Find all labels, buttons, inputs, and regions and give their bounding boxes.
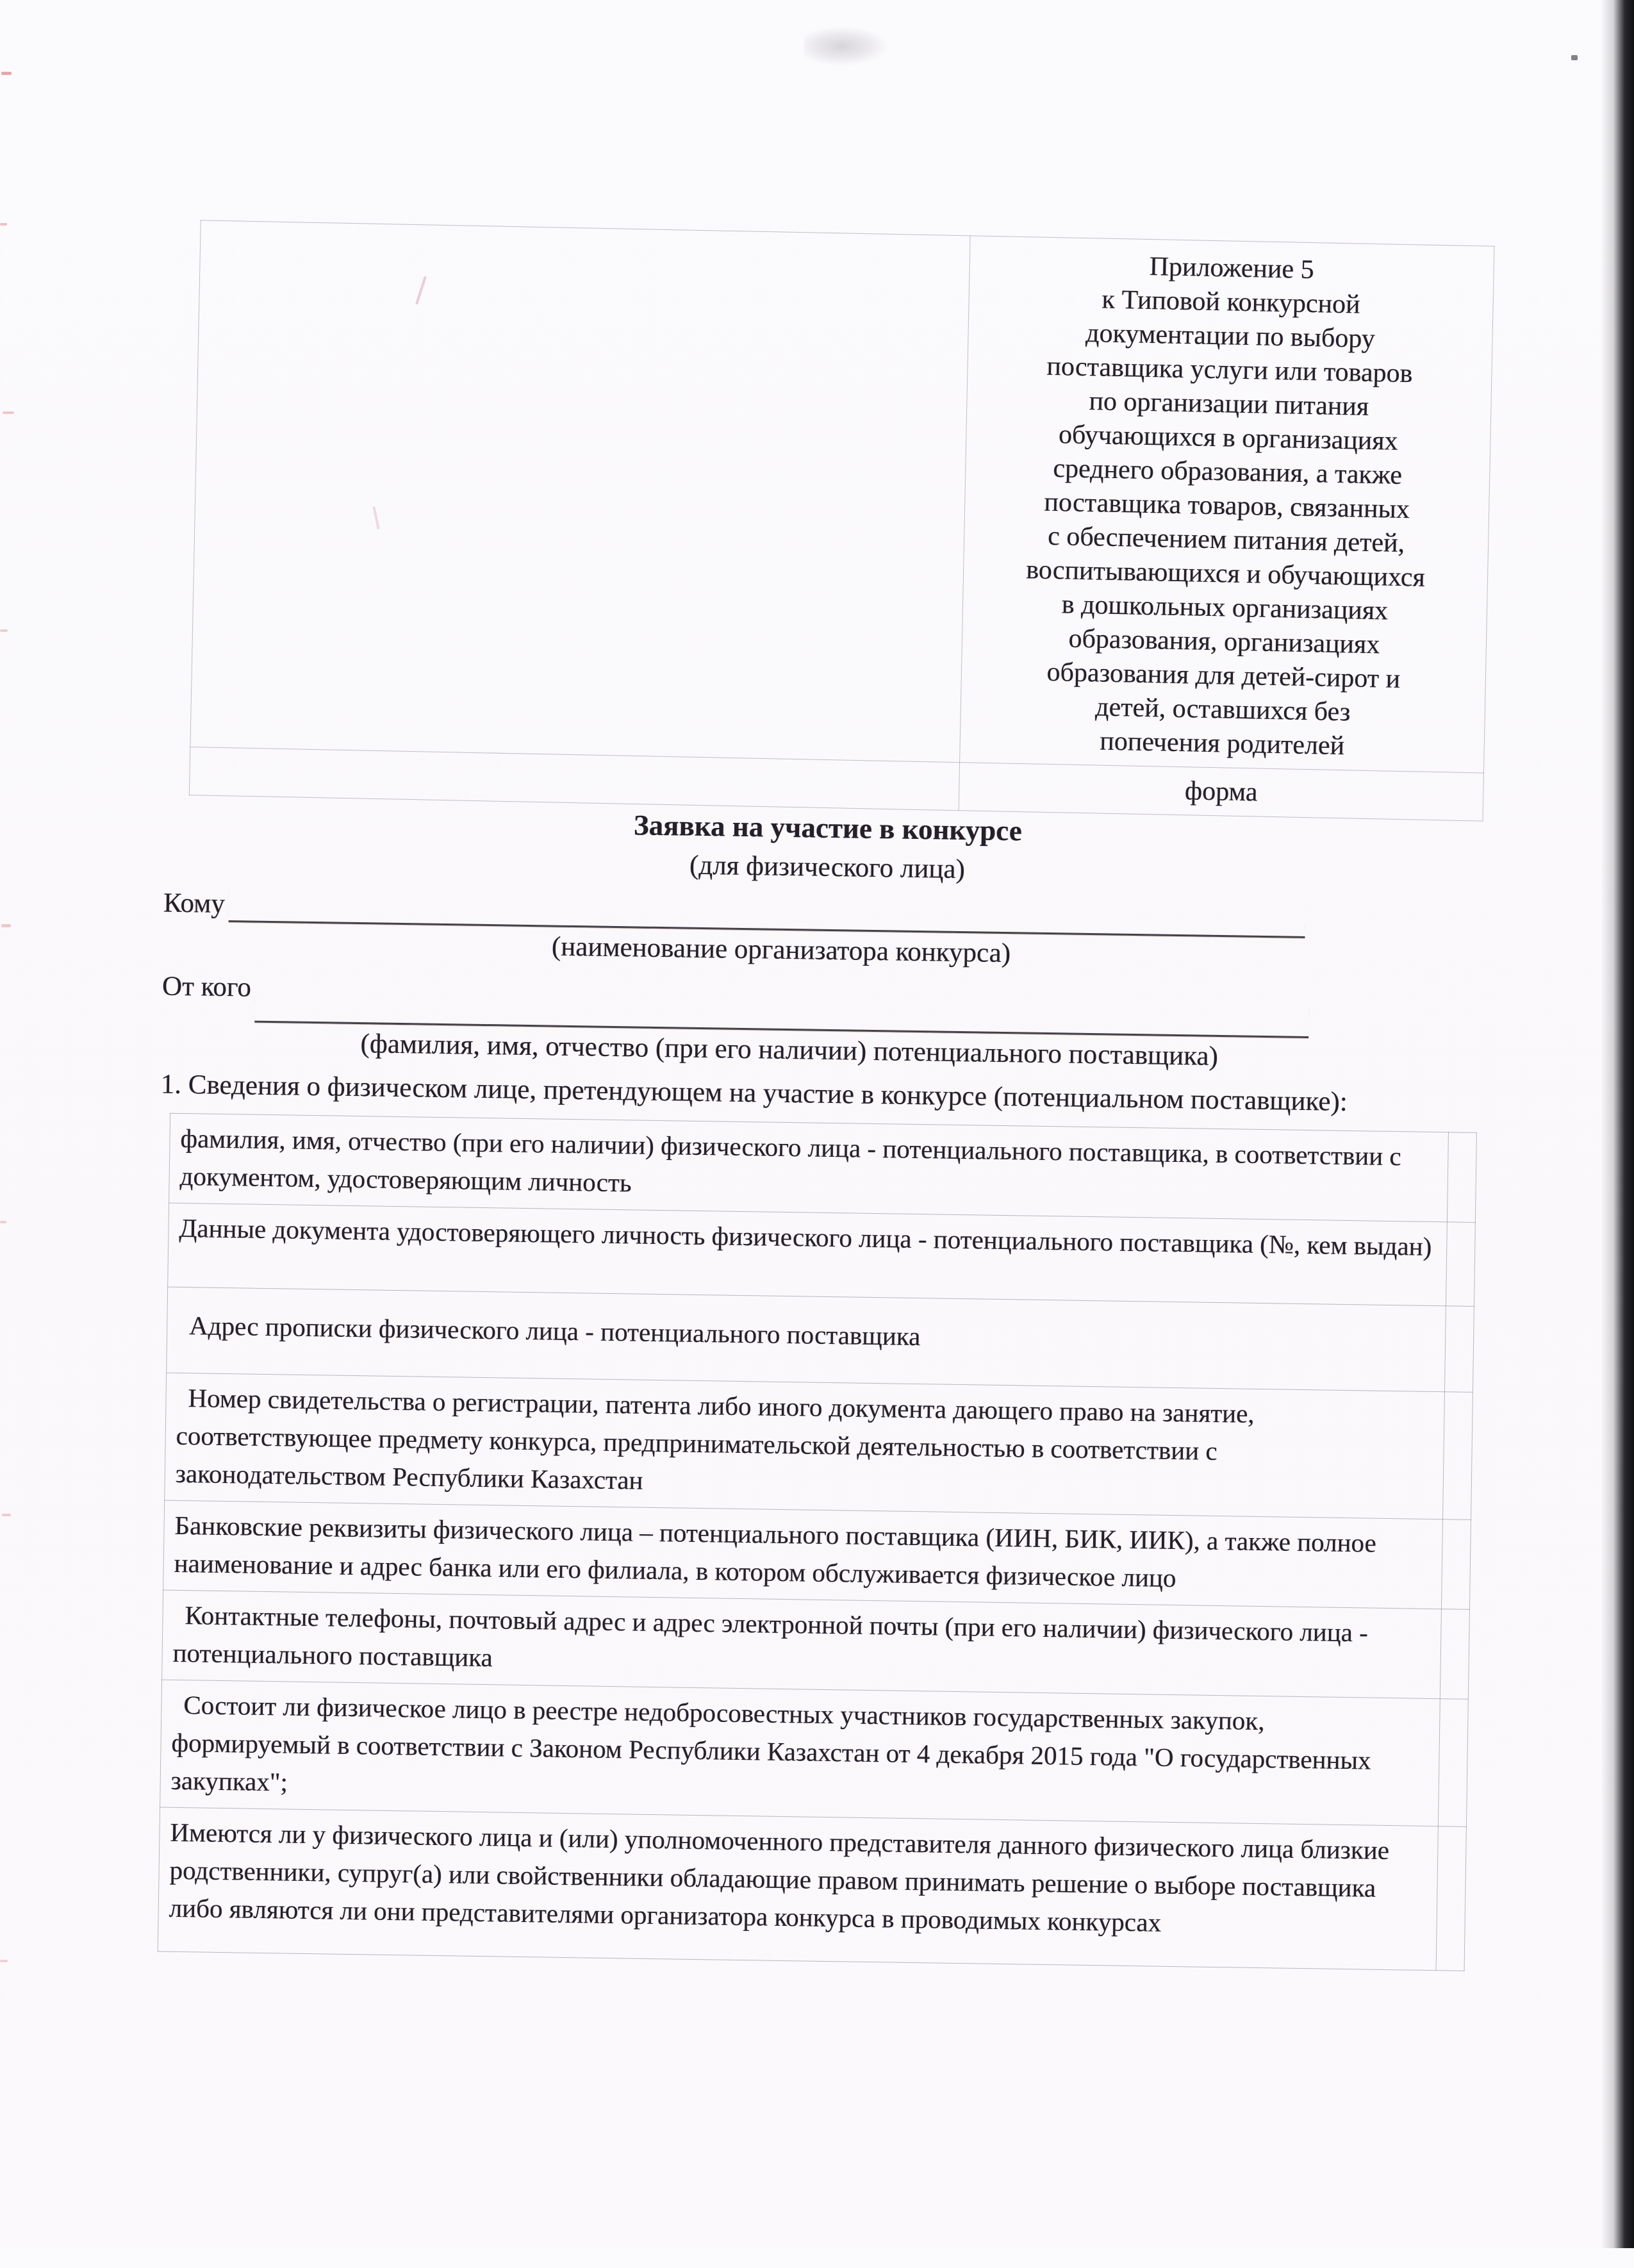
appendix-line: поставщика услуги или товаров: [1046, 351, 1413, 389]
row-label-registry-status: Состоит ли физическое лицо в реестре недобросовестных участников государственных закупок, формируемый в соответствии с Законом Республики Казахстан от 4 декабря 2015 года "О государственных закупках";: [160, 1680, 1440, 1826]
scan-red-mark: [0, 629, 8, 632]
supplier-info-table: [158, 1113, 1477, 1971]
appendix-line: среднего образования, а также: [1053, 454, 1403, 490]
row-answer-cell: [1442, 1392, 1473, 1520]
row-label-bank-details: Банковские реквизиты физического лица – потенциального поставщика (ИИН, БИК, ИИК), а также полное наименование и адрес банка или его филиала, в котором обслуживается физическое лицо: [163, 1500, 1443, 1609]
applicant-label: От кого: [161, 971, 252, 1003]
appendix-line: образования для детей-сирот и: [1046, 657, 1401, 694]
row-answer-cell: [1440, 1609, 1469, 1700]
row-label-relatives: Имеются ли у физического лица и (или) уполномоченного представителя данного физического лица близкие родственники, супруг(а) или свойственники обладающие правом принимать решение о выборе поставщика либо являются ли они представителями организатора конкурса в проводимых конкурсах: [158, 1807, 1438, 1971]
page-title: Заявка на участие в конкурсе: [633, 809, 1023, 847]
row-answer-cell: [1436, 1826, 1466, 1971]
appendix-line: поставщика товаров, связанных: [1044, 487, 1410, 525]
appendix-line: попечения родителей: [1099, 726, 1345, 761]
scan-red-mark: [1, 72, 12, 75]
form-label: форма: [959, 763, 1483, 821]
applicant-caption: (фамилия, имя, отчество (при его наличии) потенциального поставщика): [360, 1029, 1219, 1072]
appendix-line: образования, организациях: [1068, 624, 1380, 660]
page-subtitle: (для физического лица): [689, 850, 966, 885]
appendix-line: обучающихся в организациях: [1058, 420, 1399, 456]
addressee-label: Кому: [163, 888, 226, 919]
row-answer-cell: [1441, 1519, 1471, 1610]
row-label-address: Адрес прописки физического лица - потенциального поставщика: [167, 1287, 1446, 1392]
document-body: [148, 801, 1491, 1972]
table-row: [160, 1680, 1469, 1826]
scan-red-mark: [0, 223, 7, 226]
row-answer-cell: [1438, 1699, 1468, 1827]
row-label-registration: Номер свидетельства о регистрации, патента либо иного документа дающего право на занятие, соответствующее предмету конкурса, предпринимательской деятельностью в соответствии с законодательством Республики Казахстан: [165, 1373, 1445, 1519]
table-row: [165, 1373, 1473, 1519]
table-row: [158, 1807, 1466, 1971]
addressee-caption: (наименование организатора конкурса): [551, 931, 1011, 969]
row-label-id-document: Данные документа удостоверяющего личность физического лица - потенциального поставщика (№, кем выдан): [168, 1203, 1448, 1306]
appendix-line: Приложение 5: [1149, 251, 1315, 285]
row-label-contacts: Контактные телефоны, почтовый адрес и адрес электронной почты (при его наличии) физического лица - потенциального поставщика: [162, 1590, 1442, 1699]
row-answer-cell: [1447, 1132, 1476, 1223]
row-label-fio: фамилия, имя, отчество (при его наличии) физического лица - потенциального поставщика, в соответствии с документом, удостоверяющим личность: [169, 1113, 1449, 1222]
appendix-line: к Типовой конкурсной: [1102, 285, 1361, 320]
appendix-empty-cell: [190, 220, 970, 763]
appendix-line: по организации питания: [1089, 386, 1369, 422]
appendix-line: воспитывающихся и обучающихся: [1025, 555, 1426, 593]
section1-heading: 1. Сведения о физическом лице, претендующем на участие в конкурсе (потенциальном поставщике):: [160, 1069, 1348, 1117]
row-answer-cell: [1446, 1222, 1475, 1307]
appendix-line: в дошкольных организациях: [1061, 590, 1389, 626]
row-answer-cell: [1444, 1306, 1474, 1393]
appendix-line: с обеспечением питания детей,: [1047, 521, 1405, 559]
appendix-line: детей, оставшихся без: [1094, 692, 1351, 727]
appendix-header-table: [189, 220, 1495, 821]
applicant-line: [162, 969, 1489, 1025]
appendix-text-cell: [960, 236, 1494, 773]
appendix-line: документации по выбору: [1085, 319, 1376, 354]
